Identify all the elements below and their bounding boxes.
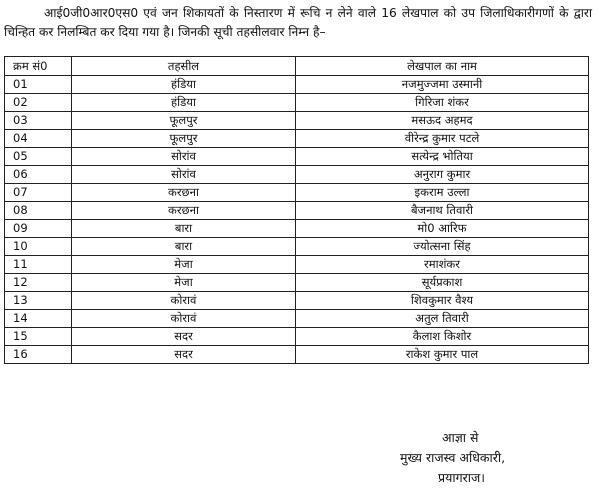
- table-row: [5, 292, 589, 310]
- tehsil-cell: सदर: [72, 328, 296, 346]
- serial-no-cell: 08: [5, 202, 72, 220]
- table-row: [5, 148, 589, 166]
- signature-line-order: आज्ञा से: [442, 430, 479, 445]
- tehsil-cell: हंडिया: [72, 76, 296, 94]
- lekhpal-name-cell: मो0 आरिफ: [296, 220, 589, 238]
- lekhpal-table: [4, 56, 589, 364]
- serial-no-cell: 01: [5, 76, 72, 94]
- serial-no-cell: 06: [5, 166, 72, 184]
- serial-no-cell: 04: [5, 130, 72, 148]
- signature-line-designation: मुख्य राजस्व अधिकारी,: [400, 450, 506, 465]
- header-tehsil: तहसील: [72, 57, 296, 76]
- tehsil-cell: मेजा: [72, 274, 296, 292]
- intro-paragraph: आई0जी0आर0एस0 एवं जन शिकायतों के निस्तारण में रूचि न लेने वाले 16 लेखपाल को उप जिलाधिकारीगणों के द्वारा चिन्हित कर निलम्बित कर दिया गया है। जिनकी सूची तहसीलवार निम्न है–: [4, 6, 592, 39]
- signature-block: [400, 428, 590, 488]
- serial-no-cell: 10: [5, 238, 72, 256]
- serial-no-cell: 15: [5, 328, 72, 346]
- table-row: [5, 328, 589, 346]
- lekhpal-name-cell: बैजनाथ तिवारी: [296, 202, 589, 220]
- serial-no-cell: 03: [5, 112, 72, 130]
- table-row: [5, 166, 589, 184]
- lekhpal-name-cell: मसऊद अहमद: [296, 112, 589, 130]
- lekhpal-name-cell: अतुल तिवारी: [296, 310, 589, 328]
- lekhpal-name-cell: सूर्यप्रकाश: [296, 274, 589, 292]
- lekhpal-name-cell: शिवकुमार वैश्य: [296, 292, 589, 310]
- serial-no-cell: 07: [5, 184, 72, 202]
- tehsil-cell: कोरावं: [72, 310, 296, 328]
- tehsil-cell: बारा: [72, 220, 296, 238]
- table-header-row: [5, 57, 589, 76]
- lekhpal-name-cell: रमाशंकर: [296, 256, 589, 274]
- table-row: [5, 202, 589, 220]
- table-row: [5, 112, 589, 130]
- table-row: [5, 76, 589, 94]
- lekhpal-name-cell: वीरेन्द्र कुमार पटले: [296, 130, 589, 148]
- tehsil-cell: बारा: [72, 238, 296, 256]
- lekhpal-name-cell: कैलाश किशोर: [296, 328, 589, 346]
- header-lekhpal-name: लेखपाल का नाम: [296, 57, 589, 76]
- table-row: [5, 220, 589, 238]
- serial-no-cell: 11: [5, 256, 72, 274]
- serial-no-cell: 02: [5, 94, 72, 112]
- tehsil-cell: सोरांव: [72, 148, 296, 166]
- table-row: [5, 94, 589, 112]
- lekhpal-name-cell: इकराम उल्ला: [296, 184, 589, 202]
- table-row: [5, 184, 589, 202]
- table-row: [5, 274, 589, 292]
- tehsil-cell: सोरांव: [72, 166, 296, 184]
- lekhpal-name-cell: राकेश कुमार पाल: [296, 346, 589, 364]
- serial-no-cell: 14: [5, 310, 72, 328]
- lekhpal-name-cell: नजमुज्जमा उस्मानी: [296, 76, 589, 94]
- table-row: [5, 310, 589, 328]
- table-row: [5, 238, 589, 256]
- tehsil-cell: हंडिया: [72, 94, 296, 112]
- tehsil-cell: सदर: [72, 346, 296, 364]
- serial-no-cell: 13: [5, 292, 72, 310]
- header-serial-no: क्रम सं0: [5, 57, 72, 76]
- signature-line-place: प्रयागराज।: [438, 470, 486, 485]
- table-row: [5, 256, 589, 274]
- tehsil-cell: करछना: [72, 202, 296, 220]
- serial-no-cell: 09: [5, 220, 72, 238]
- tehsil-cell: मेजा: [72, 256, 296, 274]
- table-body: [5, 76, 589, 364]
- lekhpal-name-cell: गिरिजा शंकर: [296, 94, 589, 112]
- tehsil-cell: फूलपुर: [72, 112, 296, 130]
- lekhpal-name-cell: ज्योत्सना सिंह: [296, 238, 589, 256]
- table-row: [5, 130, 589, 148]
- tehsil-cell: फूलपुर: [72, 130, 296, 148]
- tehsil-cell: कोरावं: [72, 292, 296, 310]
- serial-no-cell: 12: [5, 274, 72, 292]
- table-row: [5, 346, 589, 364]
- tehsil-cell: करछना: [72, 184, 296, 202]
- serial-no-cell: 05: [5, 148, 72, 166]
- lekhpal-name-cell: अनुराग कुमार: [296, 166, 589, 184]
- serial-no-cell: 16: [5, 346, 72, 364]
- lekhpal-name-cell: सत्येन्द्र भोतिया: [296, 148, 589, 166]
